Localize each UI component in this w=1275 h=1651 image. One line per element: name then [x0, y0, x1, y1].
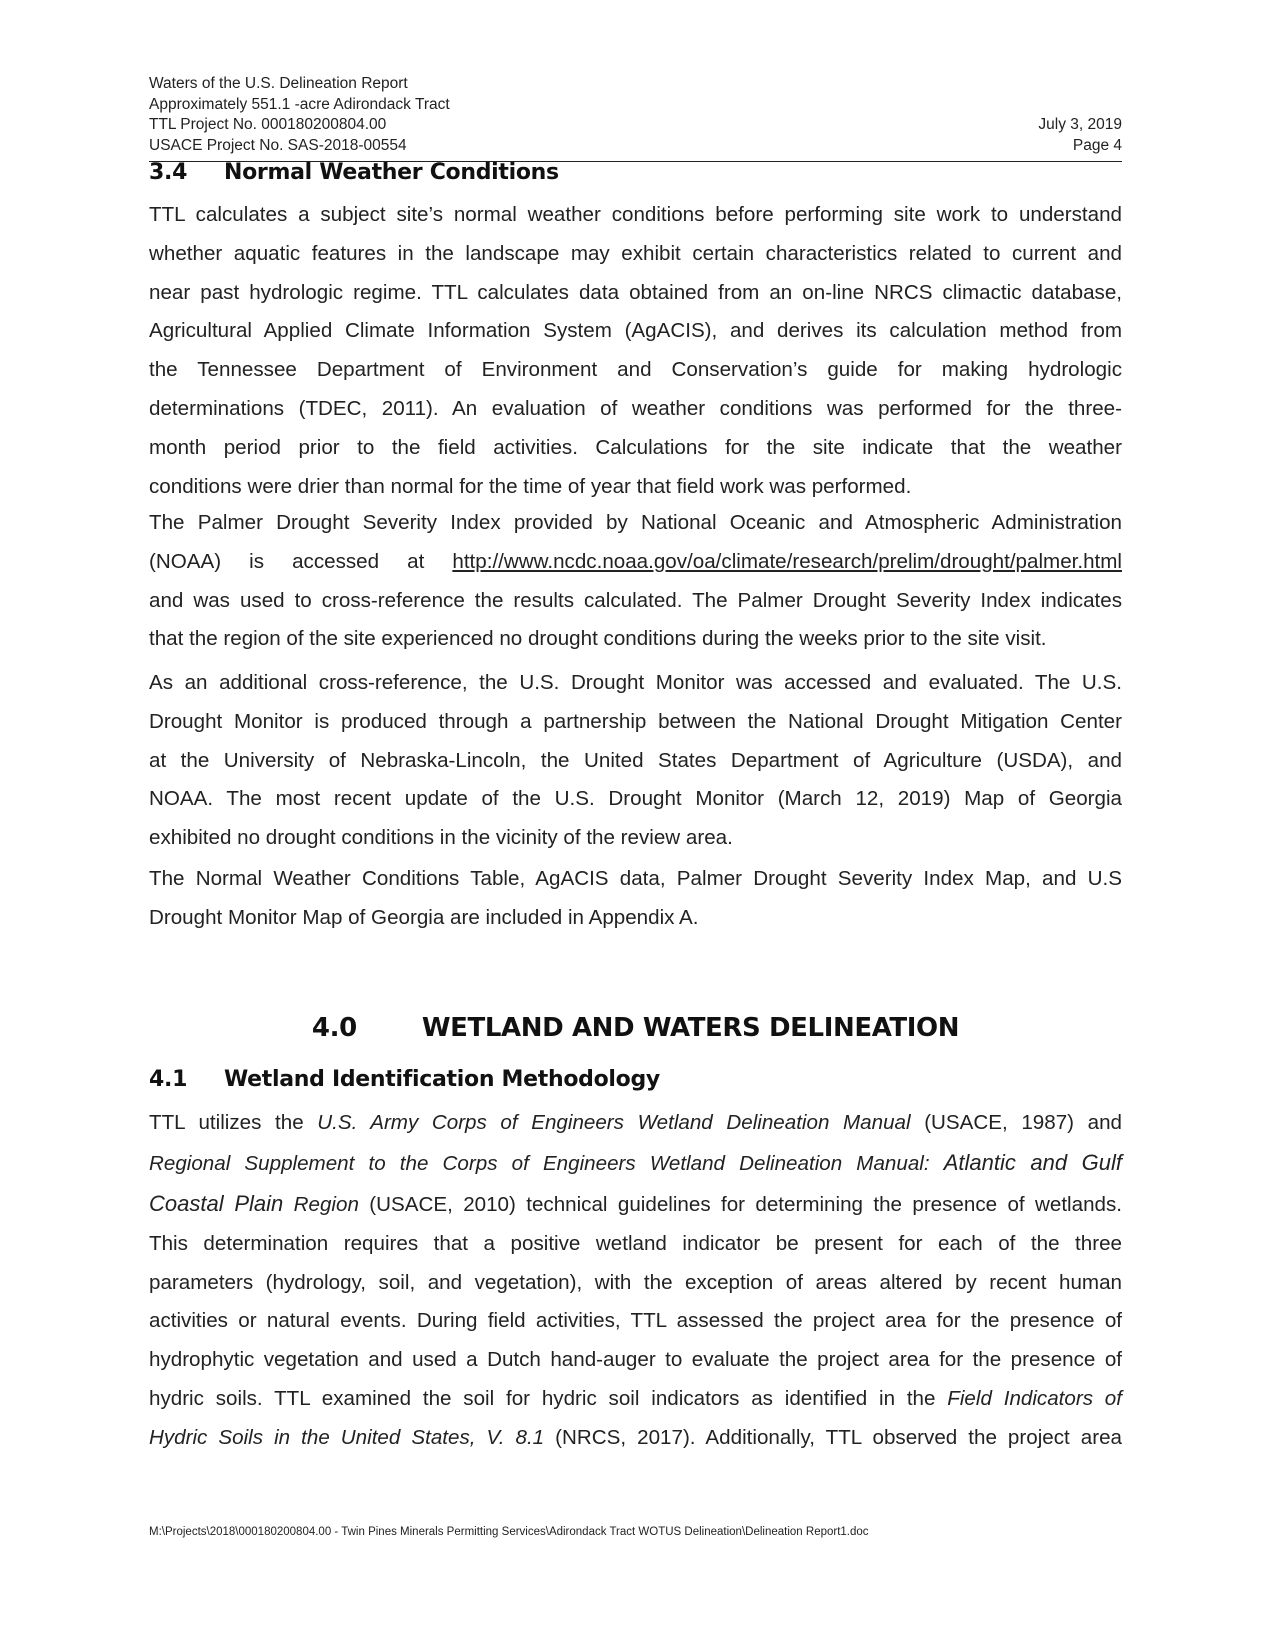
- text-line: NOAA. The most recent update of the U.S. Drought Monitor (March 12, 2019) Map of Georgia: [149, 787, 1122, 811]
- text-fragment: TTL utilizes the: [149, 1111, 318, 1134]
- paragraph-normal-weather: [149, 196, 1122, 506]
- text-line: and was used to cross-reference the results calculated. The Palmer Drought Severity Index indicates: [149, 588, 1122, 612]
- text-line: Agricultural Applied Climate Information System (AgACIS), and derives its calculation method from: [149, 319, 1122, 343]
- text-fragment: (NOAA) is accessed at: [149, 549, 453, 573]
- text-line: activities or natural events. During field activities, TTL assessed the project area for the presence of: [149, 1309, 1122, 1333]
- text-line: hydrophytic vegetation and used a Dutch hand-auger to evaluate the project area for the presence of: [149, 1348, 1122, 1372]
- text-line: The Normal Weather Conditions Table, AgACIS data, Palmer Drought Severity Index Map, and U.S: [149, 867, 1122, 890]
- paragraph-appendix-reference: [149, 860, 1122, 938]
- text-fragment: (USACE, 1987) and: [910, 1111, 1123, 1134]
- text-line: whether aquatic features in the landscape may exhibit certain characteristics related to current and: [149, 241, 1122, 265]
- text-line: [149, 1143, 1122, 1184]
- region-title-italic: Atlantic and Gulf: [943, 1149, 1122, 1175]
- section-title: Normal Weather Conditions: [224, 160, 559, 185]
- text-fragment: hydric soils. TTL examined the soil for hydric soil indicators as identified in the: [149, 1386, 948, 1410]
- paragraph-drought-monitor: [149, 664, 1122, 858]
- text-line: As an additional cross-reference, the U.S. Drought Monitor was accessed and evaluated. The U.S.: [149, 671, 1122, 694]
- text-line: TTL calculates a subject site’s normal weather conditions before performing site work to understand: [149, 203, 1122, 226]
- paragraph-palmer-index: [149, 504, 1122, 659]
- text-line: The Palmer Drought Severity Index provided by National Oceanic and Atmospheric Administration: [149, 511, 1122, 534]
- section-number: 4.0: [311, 1013, 357, 1043]
- text-line: Drought Monitor is produced through a partnership between the National Drought Mitigation Center: [149, 709, 1122, 733]
- running-header: [149, 74, 1122, 156]
- header-tract: Approximately 551.1 -acre Adirondack Tract: [149, 95, 450, 113]
- section-3-4-heading: [149, 160, 559, 185]
- paragraph-wetland-methodology: [149, 1104, 1122, 1458]
- text-line: [149, 1419, 1122, 1458]
- region-word-italic: Region: [283, 1192, 359, 1216]
- header-report-title: Waters of the U.S. Delineation Report: [149, 75, 408, 92]
- field-indicators-italic: Field Indicators of: [947, 1386, 1122, 1410]
- text-line: at the University of Nebraska-Lincoln, the United States Department of Agriculture (USDA), and: [149, 748, 1122, 772]
- text-line: the Tennessee Department of Environment and Conservation’s guide for making hydrologic: [149, 358, 1122, 382]
- header-ttl-project: TTL Project No. 000180200804.00: [149, 116, 387, 133]
- text-line: [149, 1184, 1122, 1225]
- text-line: conditions were drier than normal for the time of year that field work was performed.: [149, 474, 912, 498]
- text-line: near past hydrologic regime. TTL calculates data obtained from an on-line NRCS climactic database,: [149, 280, 1122, 304]
- section-4-1-heading: [149, 1067, 660, 1092]
- section-4-0-heading: [149, 1013, 1122, 1043]
- footer-file-path: M:\Projects\2018\000180200804.00 - Twin Pines Minerals Permitting Services\Adirondack Tract WOTUS Delineation\Delineation Report1.doc: [149, 1526, 869, 1538]
- text-line: This determination requires that a positive wetland indicator be present for each of the three: [149, 1231, 1122, 1255]
- text-line: exhibited no drought conditions in the vicinity of the review area.: [149, 826, 733, 850]
- text-line: parameters (hydrology, soil, and vegetation), with the exception of areas altered by recent human: [149, 1270, 1122, 1294]
- text-line: [149, 543, 1122, 582]
- section-title: Wetland Identification Methodology: [224, 1067, 660, 1092]
- header-row-ttl: [149, 115, 1122, 136]
- text-line: that the region of the site experienced no drought conditions during the weeks prior to the site visit.: [149, 627, 1047, 651]
- header-date: July 3, 2019: [1038, 116, 1122, 133]
- section-number: 4.1: [149, 1067, 188, 1092]
- section-title: WETLAND AND WATERS DELINEATION: [421, 1013, 960, 1043]
- header-usace-project: USACE Project No. SAS-2018-00554: [149, 136, 407, 154]
- supplement-title-italic: Regional Supplement to the Corps of Engineers Wetland Delineation Manual:: [149, 1151, 944, 1175]
- header-page-number: Page 4: [1072, 136, 1122, 154]
- text-fragment: (USACE, 2010) technical guidelines for determining the presence of wetlands.: [358, 1192, 1122, 1216]
- field-indicators-italic: Hydric Soils in the United States, V. 8.1: [149, 1425, 545, 1449]
- text-fragment: (NRCS, 2017). Additionally, TTL observed the project area: [544, 1425, 1123, 1449]
- header-row-usace: [149, 136, 1122, 157]
- manual-title-italic: U.S. Army Corps of Engineers Wetland Delineation Manual: [317, 1111, 911, 1134]
- text-line: [149, 1380, 1122, 1419]
- text-line: [149, 1104, 1122, 1143]
- region-title-italic: Coastal Plain: [149, 1190, 284, 1216]
- noaa-palmer-link[interactable]: http://www.ncdc.noaa.gov/oa/climate/research/prelim/drought/palmer.html: [452, 549, 1122, 573]
- section-number: 3.4: [149, 160, 188, 185]
- text-line: month period prior to the field activities. Calculations for the site indicate that the weather: [149, 435, 1122, 459]
- text-line: Drought Monitor Map of Georgia are included in Appendix A.: [149, 905, 699, 929]
- text-line: determinations (TDEC, 2011). An evaluation of weather conditions was performed for the three-: [149, 396, 1122, 420]
